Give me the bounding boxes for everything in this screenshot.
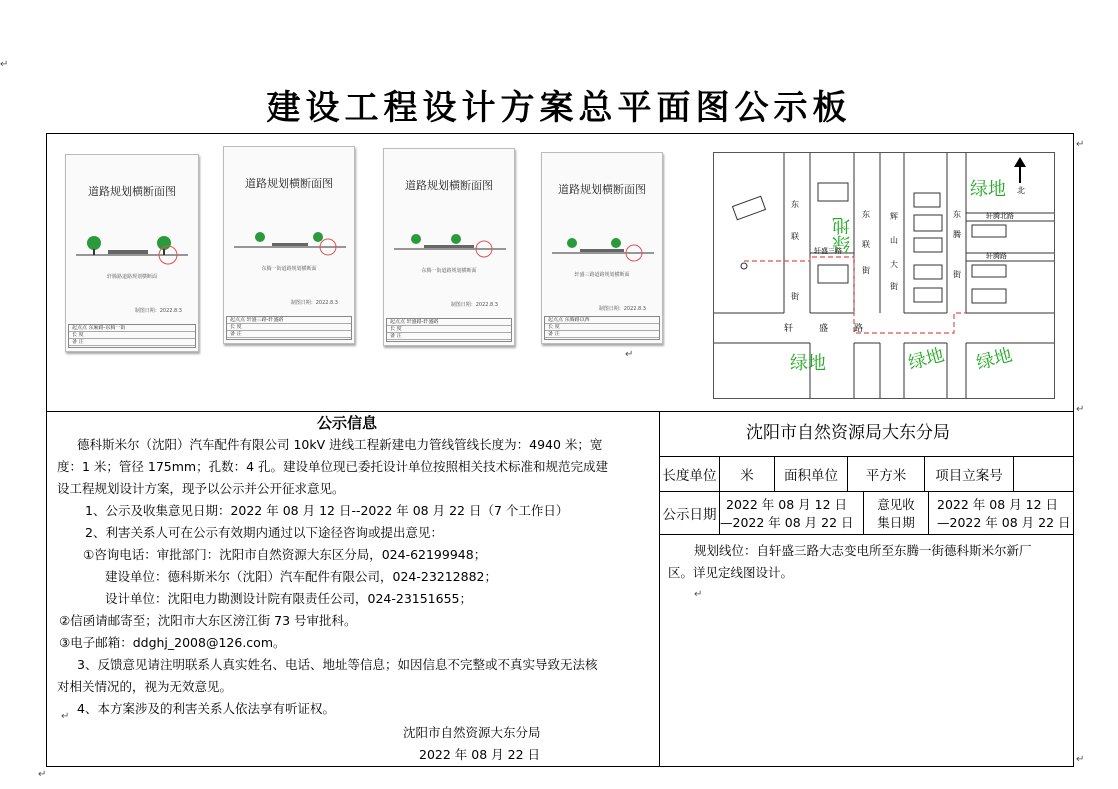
drawing-title: 道路规划横断面图 (245, 177, 333, 190)
drawing-date: 制图日期：2022.8.3 (450, 302, 498, 308)
street-label: 辉 (890, 212, 898, 221)
opinion-date-start: 2022 年 08 月 12 日 (937, 497, 1058, 512)
drawing-card (223, 146, 355, 344)
road-label: 轩腾路 (986, 252, 1007, 260)
return-mark: ↵ (1076, 139, 1085, 150)
cross-section-diagram (550, 223, 656, 263)
publication-date-start: 2022 年 08 月 12 日 (726, 497, 847, 512)
drawing-subtitle: 东腾一街道路规划横断面 (421, 268, 477, 274)
notice-line: 2、利害关系人可在公示有效期内通过以下途径咨询或提出意见： (85, 525, 443, 540)
return-mark: ↵ (694, 589, 703, 600)
plan-description: 规划线位：自轩盛三路大志变电所至东腾一街德科斯米尔新厂 (694, 543, 1032, 558)
length-unit-label: 长度单位 (660, 456, 720, 492)
notice-line: 度：1 米；管径 175mm；孔数：4 孔。建设单位现已委托设计单位按照相关技术标准和规范完成建 (57, 459, 609, 474)
notice-line: ③电子邮箱：ddghj_2008@126.com。 (59, 635, 286, 650)
notice-line: 4、本方案涉及的利害关系人依法享有听证权。 (77, 701, 335, 716)
length-unit-value: 米 (719, 456, 775, 492)
street-label: 街 (791, 292, 799, 301)
drawing-card (383, 148, 515, 346)
drawing-title: 道路规划横断面图 (405, 179, 493, 192)
table-row: 备 注 (387, 333, 511, 340)
return-mark: ↵ (1076, 404, 1085, 415)
drawing-subtitle: 轩盛三路道路规划横断面 (574, 272, 630, 278)
road-label: 轩盛路 (784, 324, 890, 334)
street-label: 腾 (953, 230, 961, 239)
page-title: 建设工程设计方案总平面图公示板 (266, 88, 852, 128)
north-label: 北 (1017, 186, 1025, 195)
drawing-card (65, 154, 199, 352)
table-row: 长 度 (227, 324, 351, 331)
drawing-title: 道路规划横断面图 (558, 183, 646, 196)
opinion-date-label (863, 491, 929, 535)
signature-org: 沈阳市自然资源大东分局 (403, 725, 541, 740)
notice-line: 设工程规划设计方案，现予以公示并公开征求意见。 (57, 481, 345, 496)
table-row: 起点点 东厢路-东腾一街 (69, 325, 195, 332)
green-space-label: 绿地 (974, 344, 1015, 375)
street-label: 山 (890, 236, 898, 245)
table-row: 起点点 轩盛路-轩盛路 (387, 319, 511, 326)
return-mark: ↵ (625, 349, 634, 360)
table-row: 长 度 (545, 324, 659, 331)
street-label: 街 (862, 266, 870, 275)
project-number-value (1013, 456, 1073, 492)
drawings-section (47, 134, 1073, 412)
notice-section (47, 412, 660, 766)
drawing-date: 制图日期：2022.8.3 (290, 300, 338, 306)
notice-line: 德科斯米尔（沈阳）汽车配件有限公司 10kV 进线工程新建电力管线管线长度为：4940 米；宽 (77, 437, 603, 452)
drawing-card (541, 152, 663, 344)
opinion-date-label-line2: 集日期 (877, 515, 915, 530)
cross-section-diagram (392, 219, 508, 259)
area-unit-value: 平方米 (847, 456, 925, 492)
info-panel (660, 412, 1073, 766)
table-row: 起点点 轩盛三路-轩盛路 (227, 317, 351, 324)
return-mark: ↵ (1076, 754, 1085, 765)
notice-line: 建设单位：德科斯米尔（沈阳）汽车配件有限公司，024-23212882； (105, 569, 497, 584)
location-map (713, 152, 1055, 399)
street-label: 联 (862, 240, 870, 249)
table-row: 长 度 (387, 326, 511, 333)
table-row: 备 注 (227, 331, 351, 338)
table-row: 起点点 东腾路以西 (545, 317, 659, 324)
street-label: 东 (791, 200, 799, 209)
notice-line: 1、公示及收集意见日期：2022 年 08 月 12 日--2022 年 08 月 22 日（7 个工作日） (85, 503, 569, 518)
return-mark: ↵ (0, 59, 9, 70)
return-mark: ↵ (38, 769, 47, 780)
street-label: 联 (791, 232, 799, 241)
green-space-label: 绿地 (970, 179, 1006, 200)
street-label: 东 (862, 210, 870, 219)
drawing-table (68, 324, 196, 348)
notice-line: ①咨询电话：审批部门：沈阳市自然资源大东区分局，024-62199948； (83, 547, 487, 562)
street-label: 东 (953, 210, 961, 219)
drawing-subtitle: 东腾一街道路规划横断面 (261, 266, 317, 272)
notice-line: 对相关情况的，视为无效意见。 (57, 679, 233, 694)
opinion-date-end: —2022 年 08 月 22 日 (937, 515, 1071, 530)
notice-line: 设计单位：沈阳电力勘测设计院有限责任公司，024-23151655； (105, 591, 472, 606)
notice-line: ②信函请邮寄至；沈阳市大东区滂江街 73 号审批科。 (59, 613, 357, 628)
table-row: 长 度 (69, 332, 195, 339)
notice-line: 3、反馈意见请注明联系人真实姓名、电话、地址等信息；如因信息不完整或不真实导致无法核 (77, 657, 598, 672)
green-space-label: 绿地 (906, 344, 947, 375)
drawing-table (386, 318, 512, 342)
green-space-label: 绿地 (790, 353, 826, 374)
publication-date-end: —2022 年 08 月 22 日 (720, 515, 854, 530)
opinion-date-label-line1: 意见收 (877, 497, 915, 512)
drawing-table (226, 316, 352, 340)
drawing-date: 制图日期：2022.8.3 (134, 308, 182, 314)
panel-heading: 沈阳市自然资源局大东分局 (746, 423, 950, 443)
publication-date-value (719, 491, 864, 535)
notice-heading: 公示信息 (317, 414, 378, 432)
road-label: 轩盛三路 (814, 247, 842, 255)
green-space-label: 绿地 (832, 217, 853, 253)
street-label: 大 (890, 260, 898, 269)
cross-section-diagram (74, 225, 190, 265)
drawing-title: 道路规划横断面图 (88, 185, 176, 198)
return-mark: ↵ (61, 711, 70, 722)
street-label: 街 (890, 282, 898, 291)
drawing-table (544, 316, 660, 340)
table-row: 备 注 (69, 339, 195, 346)
drawing-date: 制图日期：2022.8.3 (598, 306, 646, 312)
signature-date: 2022 年 08 月 22 日 (419, 747, 540, 762)
table-row: 备 注 (545, 331, 659, 338)
publication-date-label: 公示日期 (660, 491, 720, 535)
opinion-date-value (928, 491, 1073, 535)
area-unit-label: 面积单位 (774, 456, 848, 492)
road-label: 轩腾北路 (986, 212, 1014, 220)
plan-description: 区。详见定线图设计。 (668, 565, 794, 580)
notice-board (46, 133, 1074, 767)
cross-section-diagram (232, 217, 348, 257)
drawing-subtitle: 轩腾路道路规划横断面 (106, 274, 157, 280)
street-label: 街 (953, 270, 961, 279)
project-number-label: 项目立案号 (924, 456, 1014, 492)
